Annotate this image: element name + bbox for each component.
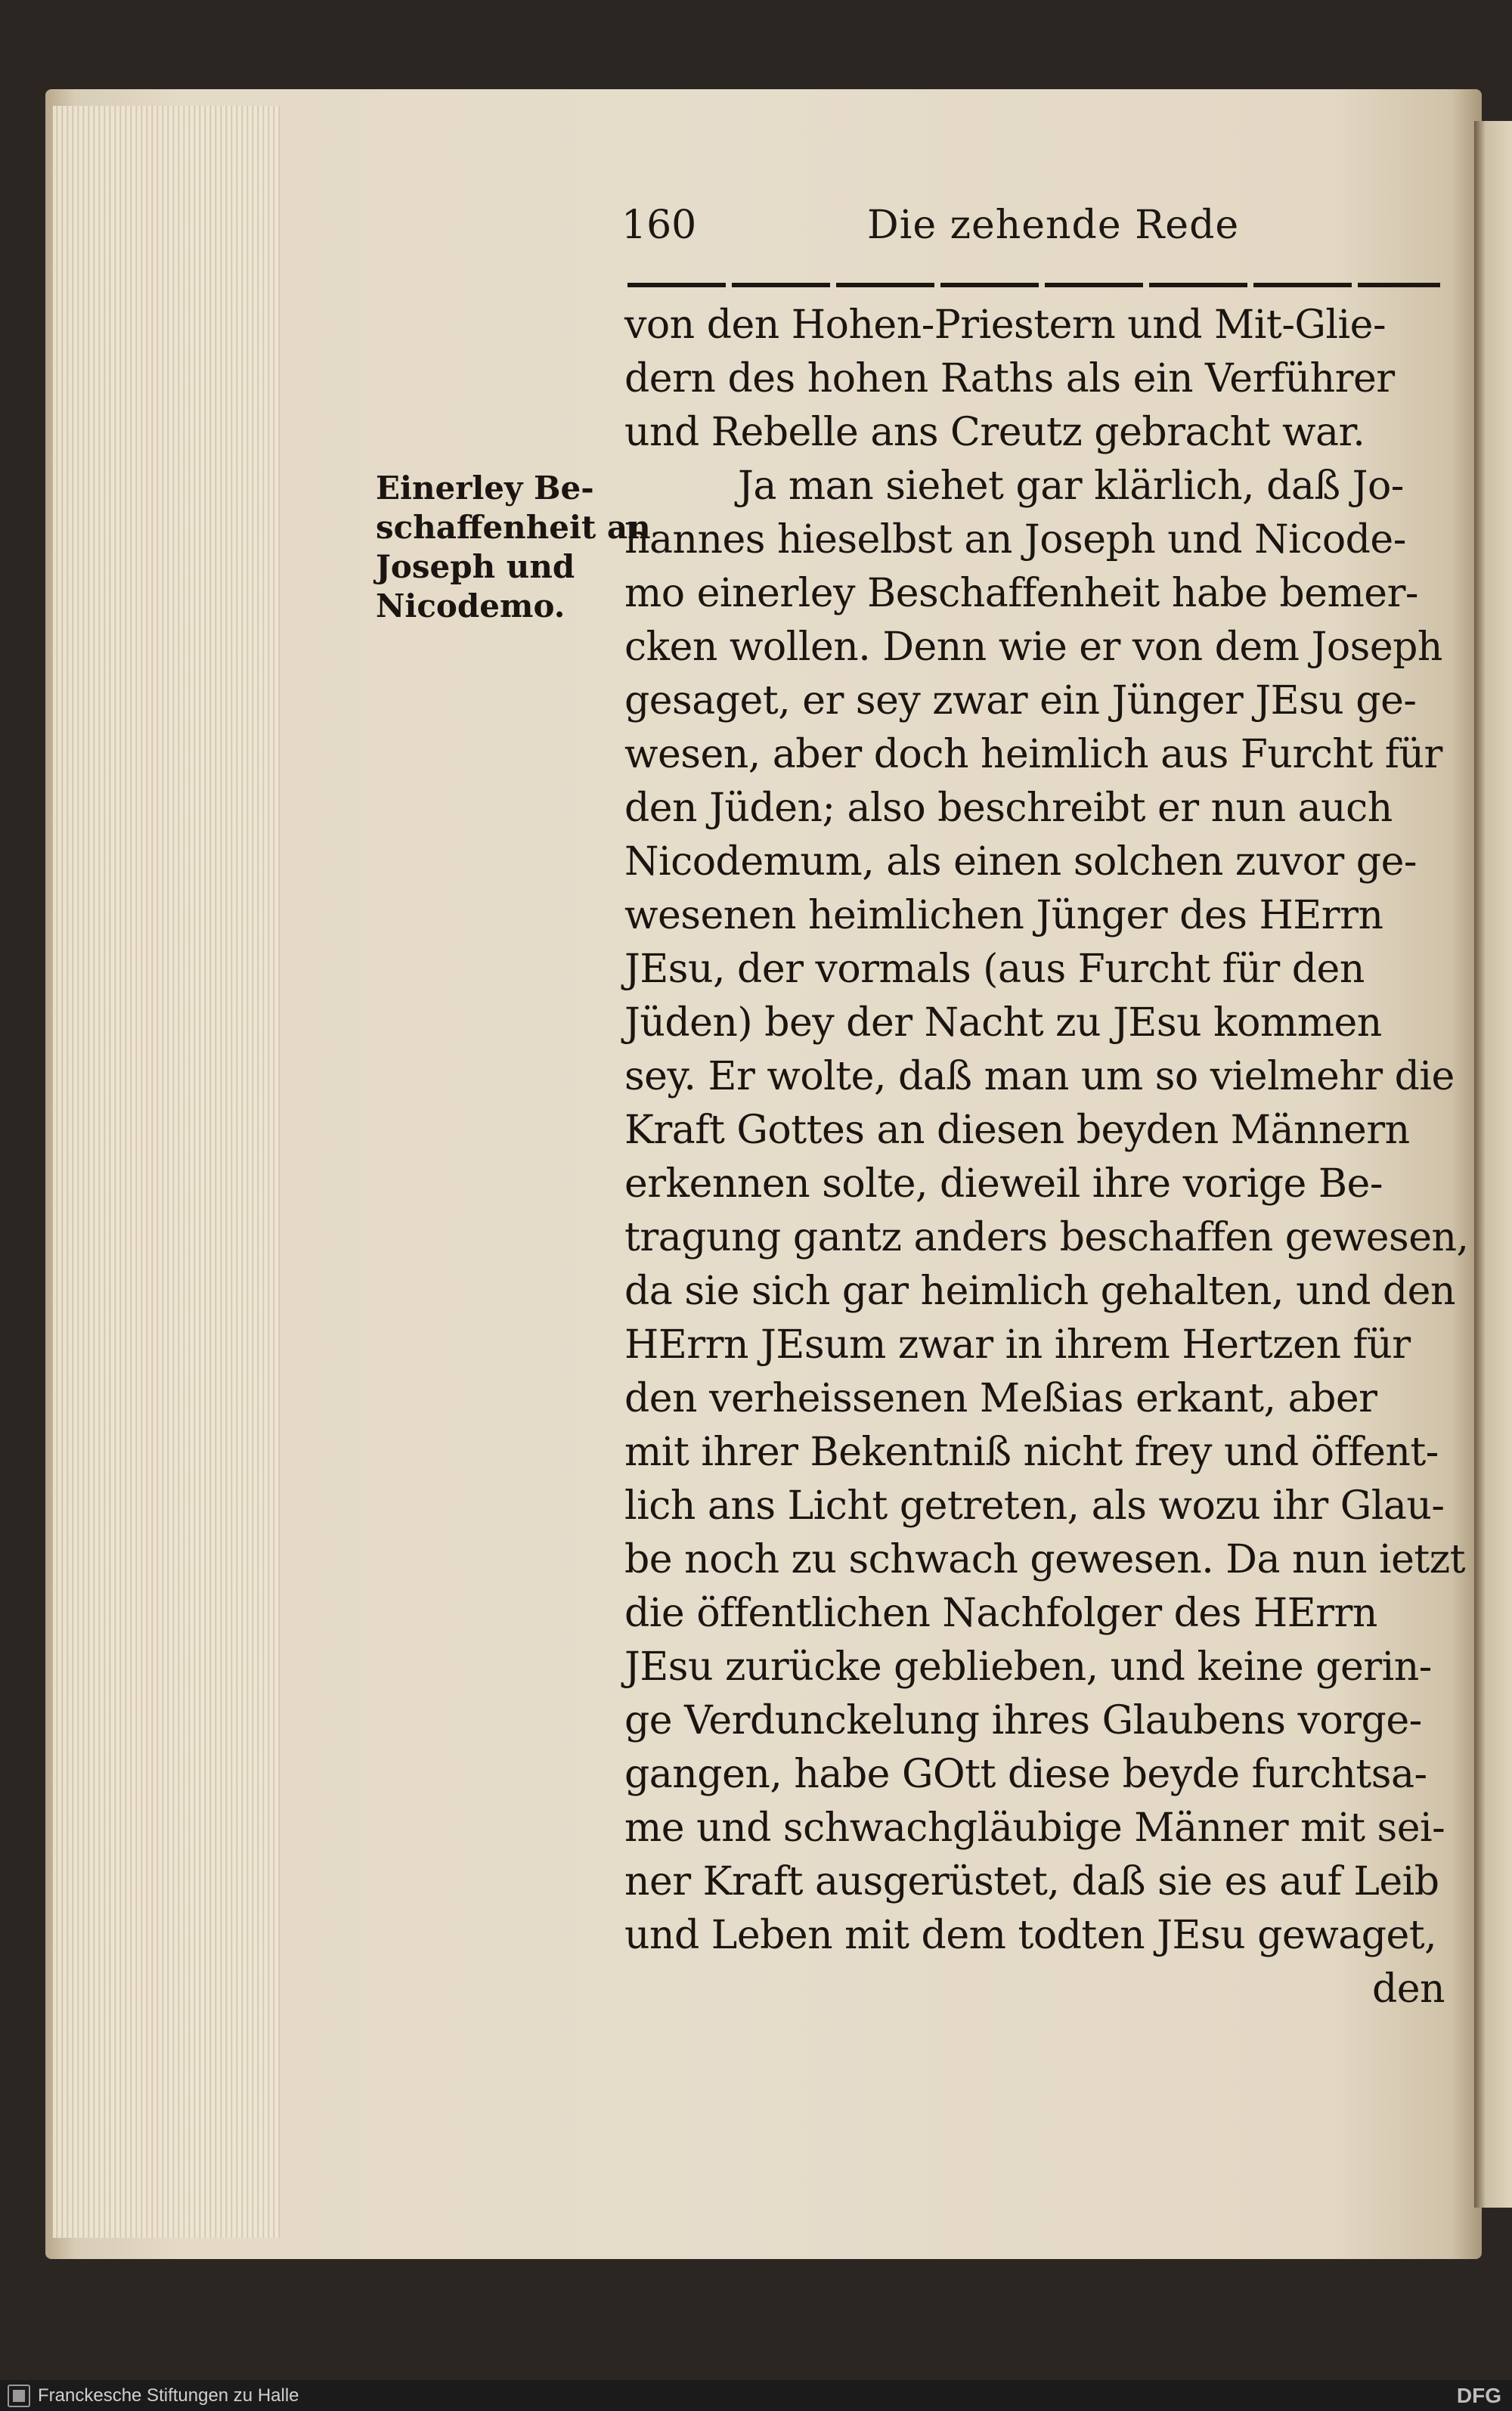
text-line: von den Hohen-Priestern und Mit-Glie- — [624, 302, 1387, 348]
header-rule — [627, 283, 1440, 287]
text-line: be noch zu schwach gewesen. Da nun ietzt — [624, 1537, 1466, 1582]
institution-logo-icon — [8, 2385, 30, 2407]
text-line: und Leben mit dem todten JEsu gewaget, — [624, 1913, 1437, 1958]
text-line: cken wollen. Denn wie er von dem Joseph — [624, 624, 1442, 670]
text-line: mit ihrer Bekentniß nicht frey und öffent- — [624, 1430, 1439, 1475]
marginal-line: Joseph und — [376, 548, 575, 585]
text-line: erkennen solte, dieweil ihre vorige Be- — [624, 1161, 1383, 1207]
text-line: den Jüden; also beschreibt er nun auch — [624, 786, 1393, 831]
text-line: ner Kraft ausgerüstet, daß sie es auf Leib — [624, 1859, 1439, 1904]
text-line: JEsu, der vormals (aus Furcht für den — [624, 947, 1365, 992]
viewer-footer — [0, 2380, 1512, 2411]
text-line: die öffentlichen Nachfolger des HErrn — [624, 1591, 1377, 1636]
body-text — [624, 299, 1469, 2016]
running-title: Die zehende Rede — [867, 203, 1240, 248]
text-line: me und schwachgläubige Männer mit sei- — [624, 1805, 1445, 1851]
text-line: Jüden) bey der Nacht zu JEsu kommen — [624, 1000, 1382, 1046]
text-line: ge Verdunckelung ihres Glaubens vorge- — [624, 1698, 1422, 1743]
text-line: und Rebelle ans Creutz gebracht war. — [624, 410, 1365, 455]
facing-page-edge — [1474, 121, 1512, 2208]
text-line: den verheissenen Meßias erkant, aber — [624, 1376, 1377, 1421]
text-line: Ja man siehet gar klärlich, daß Jo- — [738, 463, 1404, 509]
text-line: da sie sich gar heimlich gehalten, und den — [624, 1269, 1455, 1314]
page-edges — [53, 106, 280, 2238]
running-head — [621, 203, 1442, 248]
text-line: wesenen heimlichen Jünger des HErrn — [624, 893, 1383, 938]
text-line: gangen, habe GOtt diese beyde furchtsa- — [624, 1752, 1427, 1797]
text-line: hannes hieselbst an Joseph und Nicode- — [624, 517, 1406, 562]
text-line: JEsu zurücke geblieben, und keine gerin- — [624, 1644, 1432, 1690]
text-line: dern des hohen Raths als ein Verführer — [624, 356, 1395, 401]
marginal-line: Nicodemo. — [376, 587, 565, 624]
text-line: tragung gantz anders beschaffen gewesen, — [624, 1215, 1469, 1260]
text-line: Nicodemum, als einen solchen zuvor ge- — [624, 839, 1417, 885]
text-line: wesen, aber doch heimlich aus Furcht für — [624, 732, 1442, 777]
text-line: gesaget, er sey zwar ein Jünger JEsu ge- — [624, 678, 1417, 724]
text-line: Kraft Gottes an diesen beyden Männern — [624, 1108, 1410, 1153]
text-line: HErrn JEsum zwar in ihrem Hertzen für — [624, 1322, 1411, 1368]
marginal-line: schaffenheit an — [376, 509, 651, 546]
marginal-note — [376, 469, 651, 626]
text-line: sey. Er wolte, daß man um so vielmehr die — [624, 1054, 1455, 1099]
catchword: den — [1371, 1966, 1445, 2012]
footer-dfg-logo: DFG — [1456, 2384, 1501, 2407]
marginal-line: Einerley Be- — [376, 469, 594, 507]
text-line: lich ans Licht getreten, als wozu ihr Glau- — [624, 1483, 1445, 1529]
footer-institution: Franckesche Stiftungen zu Halle — [38, 2385, 299, 2406]
text-line: mo einerley Beschaffenheit habe bemer- — [624, 571, 1418, 616]
page-number: 160 — [621, 203, 697, 248]
